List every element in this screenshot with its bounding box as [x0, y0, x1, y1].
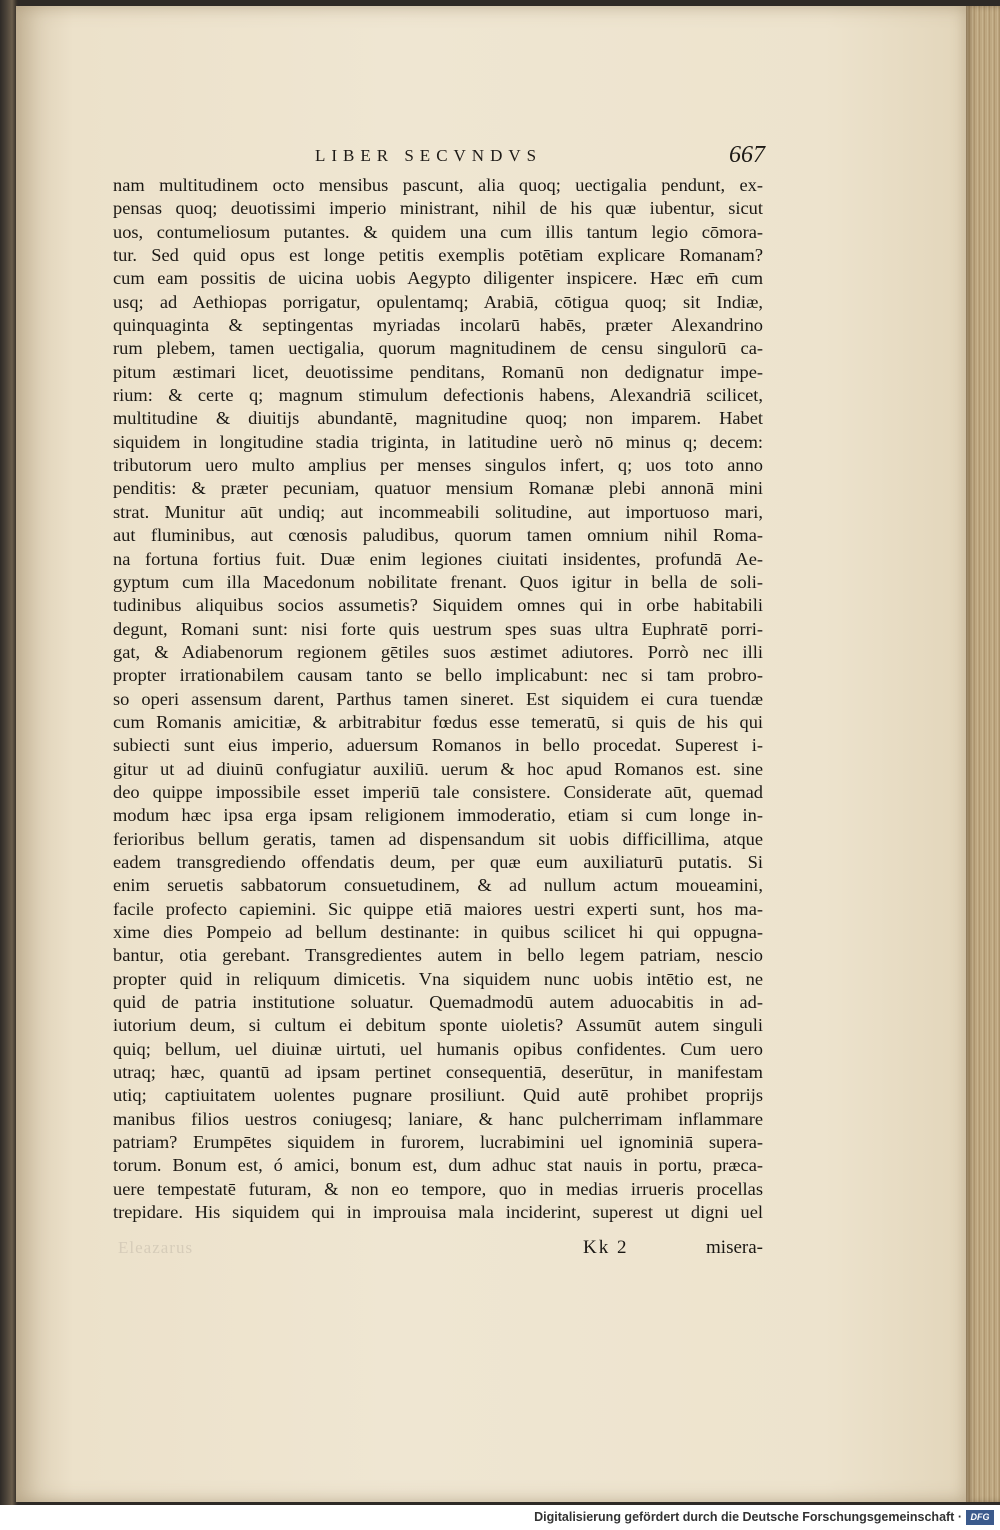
text-line: cum Romanis amicitiæ, & arbitrabitur fœdus esse temeratū, si quis de his qui: [113, 711, 763, 732]
text-line: propter irrationabilem causam tanto se bello implicabunt: nec si tam probro-: [113, 665, 763, 686]
text-line: pensas quoq; deuotissimi imperio ministrant, nihil de his quæ iubentur, sicut: [113, 198, 763, 219]
dfg-logo: DFG: [966, 1510, 994, 1525]
text-line: torum. Bonum est, ó amici, bonum est, dum adhuc stat nauis in portu, præca-: [113, 1155, 763, 1176]
text-line: utraq; hæc, quantū ad ipsam pertinet consequentiā, deserūtur, in manifestam: [113, 1062, 763, 1083]
text-line: tudinibus aliquibus socios assumetis? Siquidem omnes qui in orbe habitabili: [113, 595, 763, 616]
text-line: usq; ad Aethiopas porrigatur, opulentamq; Arabiā, cōtigua quoq; sit Indiæ,: [113, 291, 763, 312]
text-line: na fortuna fortius fuit. Duæ enim legiones ciuitati insidentes, profundā Ae-: [113, 548, 763, 569]
text-line: tributorum uero multo amplius per menses singulos infert, q; uos toto anno: [113, 455, 763, 476]
text-line: quid de patria institutione soluatur. Quemadmodū autem aduocabitis in ad-: [113, 992, 763, 1013]
text-line: propter quid in reliquum dimicetis. Vna siquidem nunc uobis intētio est, ne: [113, 968, 763, 989]
funding-credit: Digitalisierung gefördert durch die Deutsche Forschungsgemeinschaft ·: [534, 1510, 962, 1524]
page-footer: [113, 1237, 763, 1263]
running-head: LIBER SECVNDVS: [315, 146, 543, 165]
signature-mark: Kk 2: [583, 1237, 629, 1258]
text-line: trepidare. His siquidem qui in improuisa mala inciderint, superest ut digni uel: [113, 1202, 763, 1223]
text-block: [113, 174, 763, 1224]
text-line: penditis: & præter pecuniam, quatuor mensium Romanæ plebi annonā mini: [113, 478, 763, 499]
text-line: nam multitudinem octo mensibus pascunt, alia quoq; uectigalia pendunt, ex-: [113, 175, 763, 195]
text-line: cum eam possitis de uicina uobis Aegypto diligenter inspicere. Hæc em̄ cum: [113, 268, 763, 289]
text-line: gitur ut ad diuinū confugiatur auxiliū. uerum & hoc apud Romanos est. sine: [113, 758, 763, 779]
catchword: misera-: [706, 1237, 763, 1258]
text-line: facile profecto capiemini. Sic quippe etiā maiores uestri experti sunt, hos ma-: [113, 898, 763, 919]
text-line: rum plebem, tamen uectigalia, quorum magnitudinem de censu singulorū ca-: [113, 338, 763, 359]
text-line: enim seruetis sabbatorum consuetudinem, & ad nullum actum moueamini,: [113, 875, 763, 896]
text-line: deo quippe impossibile esset imperiū tale consistere. Considerate aūt, quemad: [113, 781, 763, 802]
page-number: 667: [729, 142, 765, 168]
text-line: patriam? Erumpētes siquidem in furorem, lucrabimini uel ignominiā supera-: [113, 1132, 763, 1153]
text-line: multitudine & diuitijs abundantē, magnitudine quoq; non imparem. Habet: [113, 408, 763, 429]
text-line: so operi assensum darent, Parthus tamen sineret. Est siquidem ei cura tuendæ: [113, 688, 763, 709]
text-line: uere tempestatē futuram, & non eo tempore, quo in medias irrueris procellas: [113, 1178, 763, 1199]
text-line: subiecti sunt eius imperio, aduersum Romanos in bello procedat. Superest i-: [113, 735, 763, 756]
text-line: xime dies Pompeio ad bellum destinante: in quibus scilicet hi qui oppugna-: [113, 922, 763, 942]
text-line: gat, & Adiabenorum regionem gētiles suos æstimet adiutores. Porrò nec illi: [113, 641, 763, 662]
text-line: bantur, otia gerebant. Transgredientes autem in bello legem patriam, nescio: [113, 945, 763, 966]
text-line: modum hæc ipsa erga ipsam religionem immoderatio, etiam si cum longe in-: [113, 805, 763, 826]
credit-bar: [0, 1505, 1000, 1530]
text-line: aut fluminibus, aut cœnosis paludibus, quorum tamen omnium nihil Roma-: [113, 525, 763, 546]
text-line: manibus filios uestros coniugesq; laniare, & hanc pulcherrimam inflammare: [113, 1108, 763, 1129]
text-line: degunt, Romani sunt: nisi forte quis uestrum spes suas ultra Euphratē porri-: [113, 618, 763, 639]
text-line: eadem transgrediendo offendatis deum, per quæ eum auxiliaturū putatis. Si: [113, 851, 763, 872]
text-line: quinquaginta & septingentas myriadas incolarū habēs, præter Alexandrino: [113, 315, 763, 336]
text-line: ferioribus bellum geratis, tamen ad dispensandum sit uobis difficillima, atque: [113, 828, 763, 849]
text-line: gyptum cum illa Macedonum nobilitate frenant. Quos igitur in bella de soli-: [113, 571, 763, 592]
text-line: siquidem in longitudine stadia triginta, in latitudine uerò nō minus q; decem:: [113, 431, 763, 452]
page-edges: [966, 6, 1000, 1502]
text-line: strat. Munitur aūt undiq; aut incommeabili solitudine, aut importuoso mari,: [113, 501, 763, 522]
page-header: [315, 142, 765, 172]
text-line: uos, contumeliosum putantes. & quidem una cum illis tantum legio cōmora-: [113, 221, 763, 242]
show-through-text: Eleazarus: [118, 1238, 194, 1257]
text-line: pitum æstimari licet, deuotissime penditans, Romanū non dedignatur impe-: [113, 361, 763, 382]
text-line: utiq; captiuitatem uolentes pugnare prosiliunt. Quid autē prohibet proprijs: [113, 1085, 763, 1106]
text-line: quiq; bellum, uel diuinæ uirtuti, uel humanis opibus confidentes. Cum uero: [113, 1038, 763, 1059]
text-line: rium: & certe q; magnum stimulum defectionis habens, Alexandriā scilicet,: [113, 385, 763, 406]
text-line: tur. Sed quid opus est longe petitis exemplis potētiam explicare Romanam?: [113, 245, 763, 266]
text-line: iutorium deum, si cultum ei debitum sponte uioletis? Assumūt autem singuli: [113, 1015, 763, 1036]
